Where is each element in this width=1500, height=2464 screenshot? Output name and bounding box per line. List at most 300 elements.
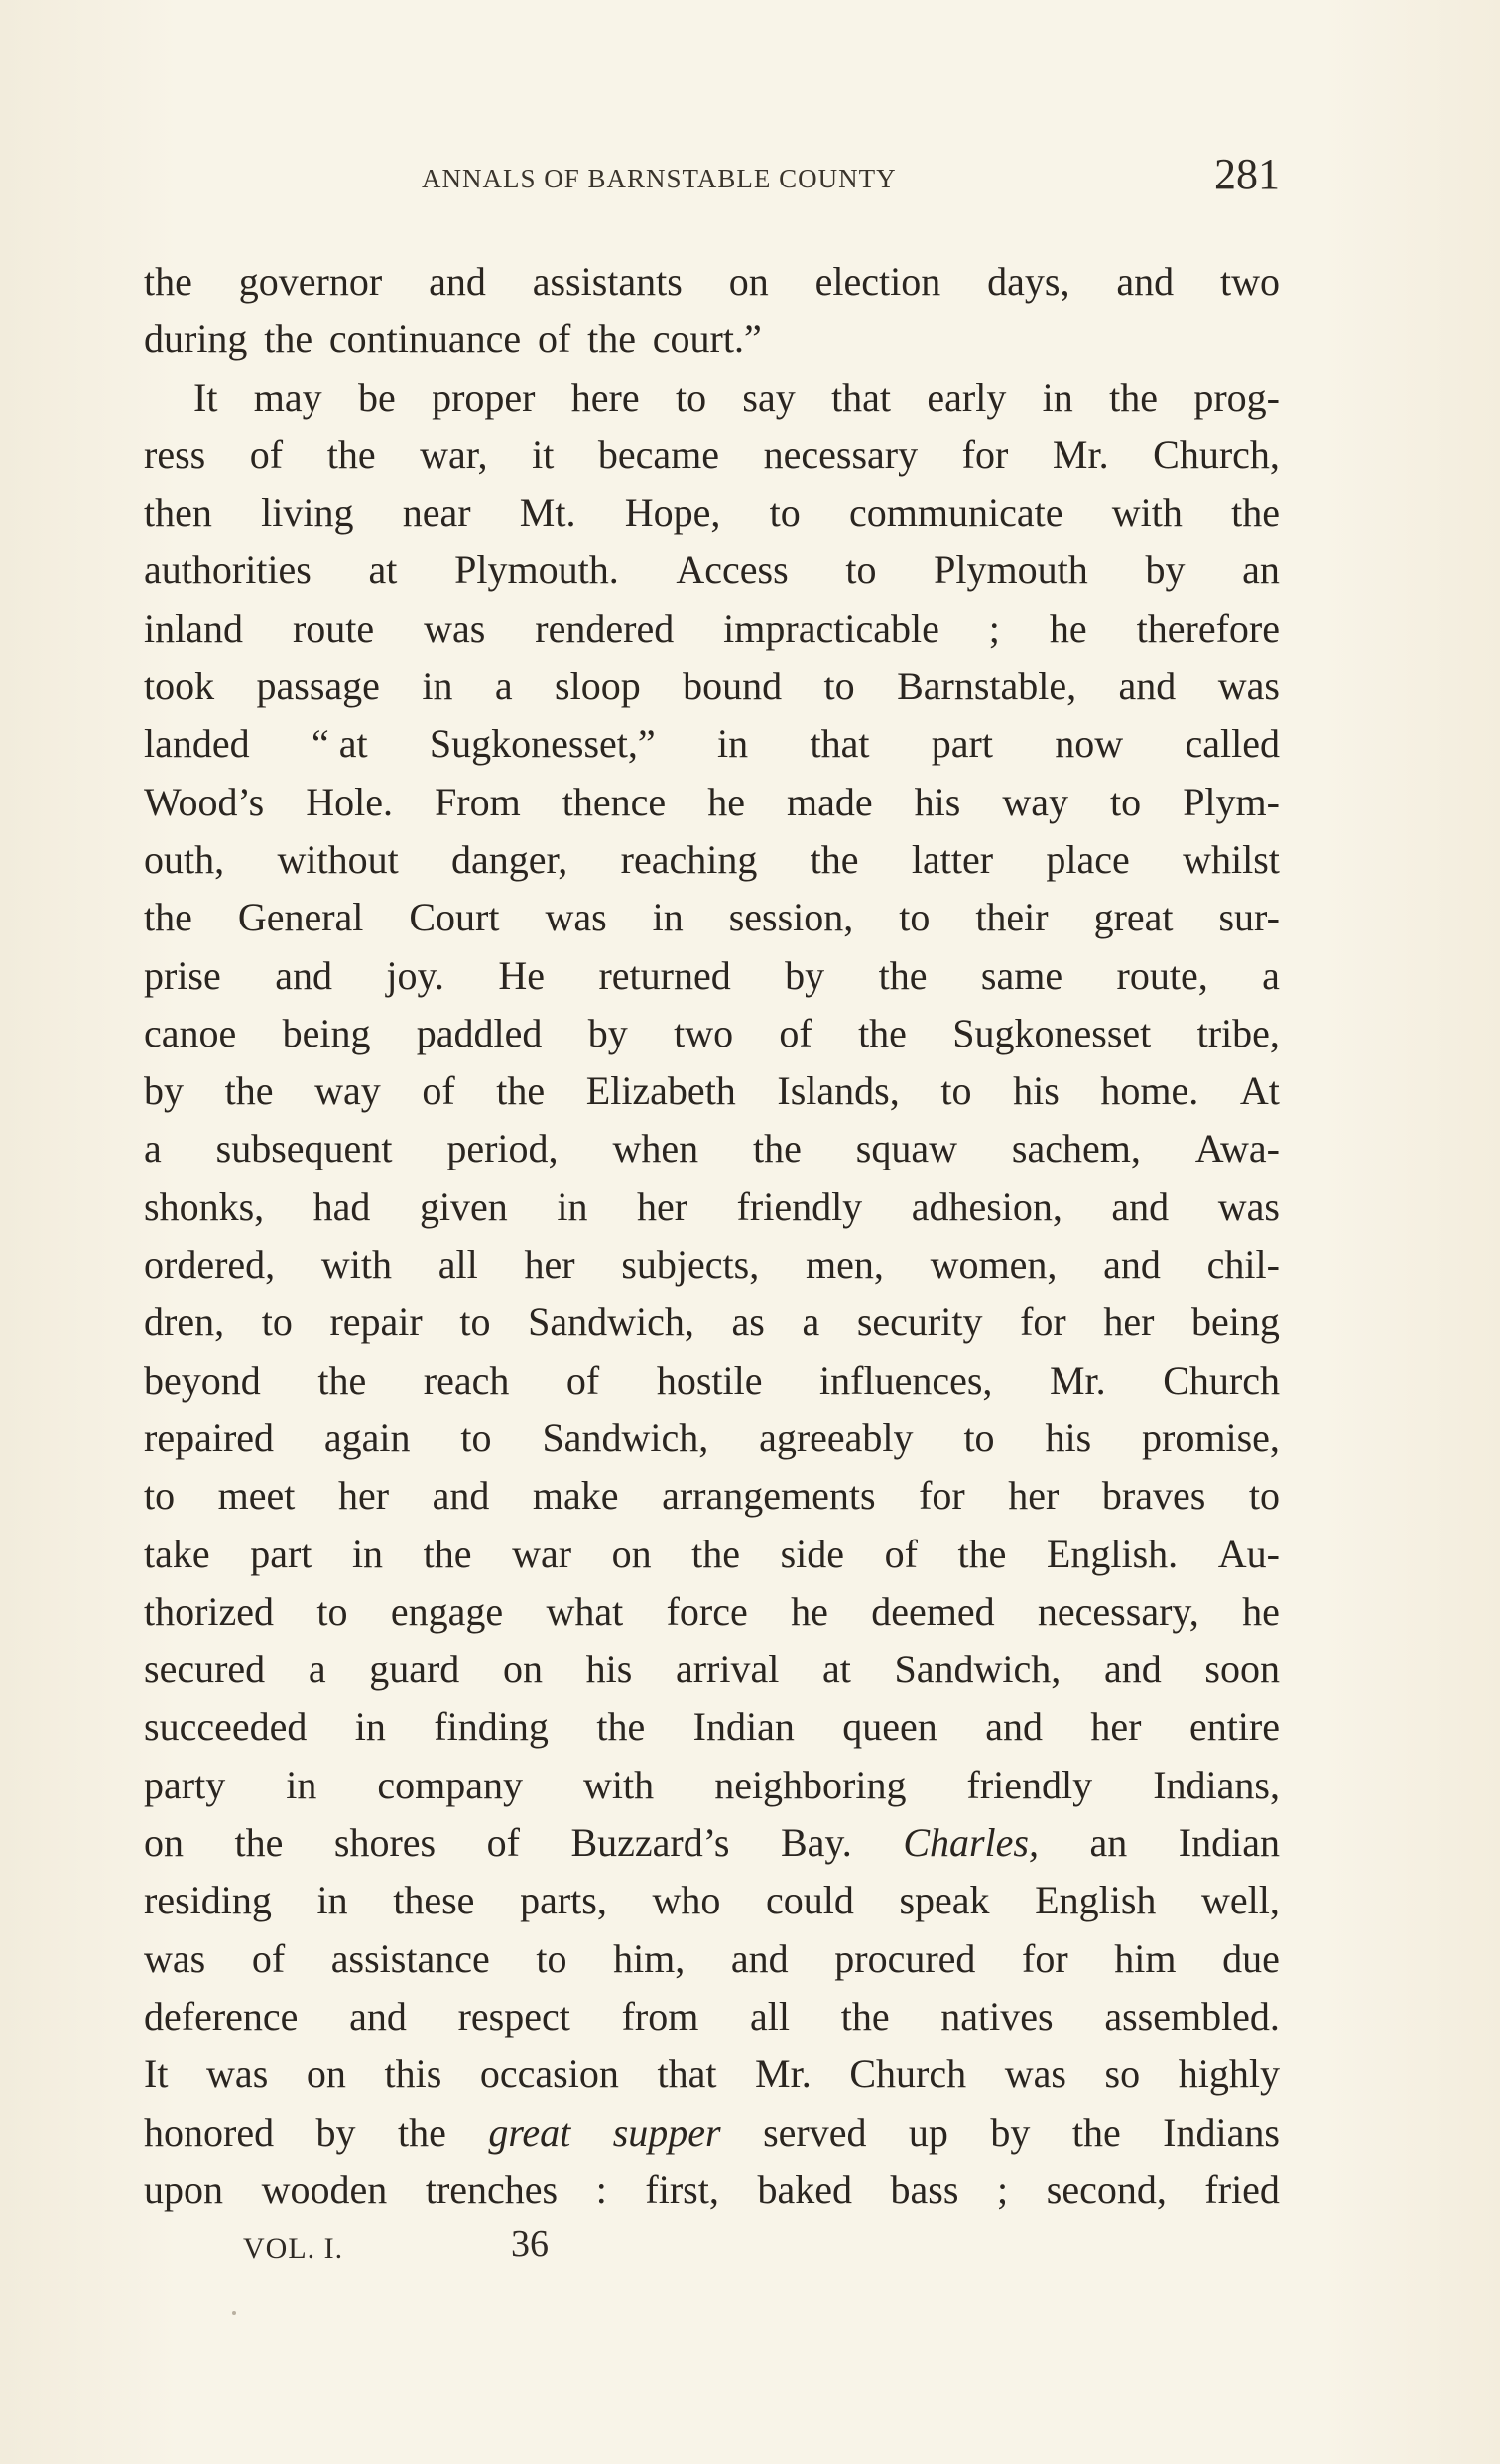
text-word: Plymouth — [934, 548, 1088, 593]
text-word: made — [786, 779, 873, 824]
text-word: arrangements — [662, 1473, 876, 1519]
text-word: thorized — [144, 1588, 275, 1634]
text-word: finding — [434, 1704, 549, 1750]
text-word: was — [545, 895, 607, 940]
text-line — [144, 1236, 1280, 1294]
text-word: the — [810, 836, 859, 882]
text-word: men, — [805, 1242, 884, 1288]
text-word: Awa- — [1194, 1126, 1280, 1171]
text-line — [144, 1005, 1280, 1062]
text-word: period, — [446, 1126, 559, 1171]
text-word: for — [919, 1473, 965, 1519]
text-word: the — [144, 895, 192, 940]
text-word: to — [940, 1068, 972, 1114]
text-word: these — [393, 1878, 475, 1923]
text-word: to — [675, 374, 707, 420]
volume-label: VOL. I. — [243, 2232, 344, 2265]
text-word: therefore — [1136, 605, 1280, 651]
text-word: Indians — [1163, 2109, 1280, 2155]
text-line — [144, 1120, 1280, 1177]
text-word: for — [961, 431, 1009, 477]
text-word: procured — [834, 1935, 976, 1981]
page-footer — [243, 2222, 838, 2281]
text-word: necessary — [763, 431, 919, 477]
text-word: in — [422, 664, 453, 709]
text-word: the — [496, 1068, 546, 1114]
text-word: prog- — [1193, 374, 1280, 420]
text-word: and — [1103, 1647, 1162, 1692]
text-line — [144, 369, 1280, 427]
text-word: English — [1035, 1878, 1157, 1923]
text-word: Mt. — [519, 490, 576, 536]
text-word: an — [1242, 548, 1280, 593]
page-number: 281 — [1214, 150, 1280, 198]
text-word: and — [349, 1993, 407, 2038]
text-word: tribe, — [1196, 1010, 1280, 1055]
text-word: her — [1090, 1704, 1142, 1750]
text-word: with — [583, 1762, 655, 1807]
text-line — [144, 1930, 1280, 1988]
text-word: Mr. — [1049, 1357, 1106, 1403]
text-line — [144, 2161, 1280, 2219]
text-word: the — [691, 1531, 741, 1576]
text-word: ordered, — [144, 1242, 276, 1288]
text-word: joy. — [386, 952, 444, 998]
text-word: great — [1093, 895, 1174, 940]
text-line — [144, 1062, 1280, 1120]
text-line — [144, 1178, 1280, 1236]
text-word: route — [292, 605, 375, 651]
text-word: Indians, — [1153, 1762, 1280, 1807]
text-word: Court — [409, 895, 500, 940]
text-word: to — [845, 548, 877, 593]
text-word: her — [524, 1242, 575, 1288]
text-word: At — [1239, 1068, 1280, 1114]
text-word: subsequent — [215, 1126, 393, 1171]
text-word: inland — [144, 605, 243, 651]
text-word: Mr. — [1052, 431, 1109, 477]
text-word: the — [596, 1704, 646, 1750]
text-word: danger, — [451, 836, 568, 882]
text-word: in — [1042, 374, 1073, 420]
text-word: influences, — [819, 1357, 993, 1403]
text-line — [144, 310, 1280, 368]
text-word: canoe — [144, 1010, 237, 1055]
text-word: a — [1262, 952, 1280, 998]
text-word: chil- — [1206, 1242, 1280, 1288]
text-word: a — [308, 1647, 326, 1692]
text-word: had — [312, 1183, 371, 1229]
text-word: may — [253, 374, 322, 420]
text-word: repaired — [144, 1415, 275, 1460]
text-word: her — [1008, 1473, 1060, 1519]
text-word: with — [320, 1242, 393, 1288]
text-line — [144, 1410, 1280, 1467]
text-word: well, — [1201, 1878, 1280, 1923]
text-word: landed — [144, 721, 250, 767]
text-word: the — [1231, 490, 1280, 536]
text-word: authorities — [144, 548, 312, 593]
text-word: side — [780, 1531, 845, 1576]
text-word: to — [1110, 779, 1142, 824]
text-word: by — [587, 1010, 628, 1055]
text-word: make — [532, 1473, 619, 1519]
text-word: session, — [728, 895, 854, 940]
text-word: natives — [940, 1993, 1054, 2038]
text-line — [144, 1641, 1280, 1698]
text-word: arrival — [675, 1647, 780, 1692]
text-word: rendered — [535, 605, 675, 651]
text-line — [144, 1988, 1280, 2045]
text-word: friendly — [966, 1762, 1093, 1807]
text-word: agreeably — [759, 1415, 914, 1460]
text-word: Au- — [1217, 1531, 1280, 1576]
text-word: all — [750, 1993, 791, 2038]
text-word: ress — [144, 431, 206, 477]
text-word: on — [611, 1531, 652, 1576]
text-word: route, — [1116, 952, 1208, 998]
text-word: in — [652, 895, 684, 940]
text-word: on — [502, 1647, 543, 1692]
text-word: an — [1089, 1820, 1128, 1866]
text-word: It — [144, 2051, 169, 2097]
text-word: Sugkonesset — [952, 1010, 1152, 1055]
text-word: of — [486, 1820, 520, 1866]
text-word: shonks, — [144, 1183, 265, 1229]
text-word: the — [326, 431, 376, 477]
text-word: first, — [645, 2166, 719, 2212]
text-word: deference — [144, 1993, 299, 2038]
text-word: secured — [144, 1647, 266, 1692]
text-word: take — [144, 1531, 210, 1576]
text-word: days, — [987, 259, 1070, 304]
text-word: and — [1116, 259, 1175, 304]
text-word: part — [250, 1531, 312, 1576]
text-word: Mr. — [755, 2051, 812, 2097]
text-word: could — [765, 1878, 854, 1923]
text-word: of — [565, 1357, 600, 1403]
text-word: this — [384, 2051, 442, 2097]
text-line — [144, 947, 1280, 1005]
body-text — [144, 253, 1280, 2219]
text-word: and — [432, 1473, 490, 1519]
text-word: then — [144, 490, 212, 536]
text-word: subjects, — [621, 1242, 760, 1288]
text-word: reaching — [620, 836, 758, 882]
text-word: he — [707, 779, 745, 824]
text-word: election — [814, 259, 941, 304]
text-word: his — [1045, 1415, 1092, 1460]
text-word: It — [193, 374, 218, 420]
text-word: to — [963, 1415, 995, 1460]
text-line — [144, 658, 1280, 715]
text-word: to — [1248, 1473, 1280, 1519]
text-word: Sugkonesset,” — [429, 721, 656, 767]
text-word: way — [1002, 779, 1068, 824]
text-word: so — [1104, 2051, 1141, 2097]
text-word: a — [494, 664, 513, 709]
text-word: in — [351, 1531, 384, 1576]
text-word: who — [652, 1878, 721, 1923]
text-word: thence — [562, 779, 667, 824]
text-word: in — [316, 1878, 348, 1923]
text-word: him, — [613, 1935, 686, 1981]
text-word: security — [856, 1299, 983, 1345]
text-word: parts, — [520, 1878, 607, 1923]
text-word: prise — [144, 952, 221, 998]
text-word: he — [1242, 1588, 1280, 1634]
text-line — [144, 715, 1280, 773]
text-word: whilst — [1183, 836, 1280, 882]
text-line — [144, 484, 1280, 542]
text-word: by — [315, 2109, 356, 2155]
text-word: hostile — [656, 1357, 763, 1403]
text-word: outh, — [144, 836, 225, 882]
text-word: given — [419, 1183, 508, 1229]
text-line — [144, 253, 1280, 310]
text-word: part — [931, 721, 993, 767]
text-word: again — [323, 1415, 411, 1460]
text-word: a — [144, 1126, 162, 1171]
text-line — [144, 1294, 1280, 1351]
text-word: being — [1191, 1299, 1280, 1345]
text-word: war, — [420, 431, 488, 477]
text-word: their — [975, 895, 1049, 940]
text-word: squaw — [855, 1126, 957, 1171]
text-word: was — [144, 1935, 206, 1981]
text-word: on — [306, 2051, 346, 2097]
text-word: he — [791, 1588, 828, 1634]
text-word: near — [402, 490, 471, 536]
text-word: the — [858, 1010, 907, 1055]
text-word: became — [597, 431, 720, 477]
text-word: in — [354, 1704, 386, 1750]
text-word: by — [1145, 548, 1186, 593]
text-word: promise, — [1142, 1415, 1280, 1460]
text-word: and — [1103, 1242, 1161, 1288]
text-word: shores — [333, 1820, 437, 1866]
text-word: it — [532, 431, 555, 477]
text-word: baked — [757, 2166, 852, 2212]
text-word: what — [546, 1588, 624, 1634]
text-word: and — [1111, 1183, 1170, 1229]
text-word: braves — [1101, 1473, 1206, 1519]
text-word: by — [990, 2109, 1031, 2155]
text-word: when — [612, 1126, 699, 1171]
text-word: the — [957, 1531, 1007, 1576]
text-word: place — [1046, 836, 1130, 882]
text-word: here — [570, 374, 640, 420]
text-word: that — [657, 2051, 717, 2097]
text-word: the — [144, 259, 192, 304]
text-word: the — [1109, 374, 1158, 420]
text-word: assembled. — [1104, 1993, 1280, 2038]
text-line — [144, 1467, 1280, 1525]
text-word: communicate — [849, 490, 1063, 536]
text-word: Church — [1163, 1357, 1280, 1403]
text-word: at — [822, 1647, 851, 1692]
text-word: Indian — [1178, 1820, 1280, 1866]
signature-mark: 36 — [511, 2223, 549, 2265]
text-word: Sandwich, — [528, 1299, 694, 1345]
text-word: to — [536, 1935, 567, 1981]
text-word: Charles, — [903, 1820, 1039, 1866]
text-word: soon — [1204, 1647, 1280, 1692]
text-word: was — [1004, 2051, 1066, 2097]
text-word: same — [980, 952, 1063, 998]
text-word: and — [275, 952, 332, 998]
text-word: in — [557, 1183, 588, 1229]
text-word: beyond — [144, 1357, 261, 1403]
text-word: succeeded — [144, 1704, 308, 1750]
text-word: to — [769, 490, 801, 536]
text-word: ; — [988, 605, 1000, 651]
text-line — [144, 831, 1280, 889]
text-word: that — [831, 374, 892, 420]
text-word: He — [498, 952, 545, 998]
text-word: women, — [930, 1242, 1058, 1288]
text-word: Hole. — [306, 779, 394, 824]
text-word: engage — [390, 1588, 504, 1634]
text-word: during — [144, 316, 248, 362]
text-word: Plym- — [1183, 779, 1280, 824]
text-word: the — [1071, 2109, 1121, 2155]
text-word: and — [429, 259, 486, 304]
text-word: governor — [238, 259, 383, 304]
text-word: proper — [432, 374, 536, 420]
text-line — [144, 542, 1280, 599]
text-word: all — [438, 1242, 478, 1288]
text-word: for — [1020, 1299, 1066, 1345]
text-word: paddled — [416, 1010, 543, 1055]
text-word: Plymouth. — [454, 548, 619, 593]
text-word: latter — [911, 836, 994, 882]
text-word: him — [1114, 1935, 1177, 1981]
text-word: called — [1185, 721, 1280, 767]
text-word: way — [314, 1068, 381, 1114]
text-word: company — [377, 1762, 523, 1807]
text-word: to — [316, 1588, 348, 1634]
text-word: her — [337, 1473, 390, 1519]
text-word: on — [728, 259, 769, 304]
text-word: of — [884, 1531, 918, 1576]
text-word: to — [460, 1415, 492, 1460]
text-word: from — [621, 1993, 699, 2038]
text-word: in — [286, 1762, 317, 1807]
text-word: From — [435, 779, 521, 824]
text-word: residing — [144, 1878, 272, 1923]
text-word: of — [249, 431, 284, 477]
text-word: sachem, — [1011, 1126, 1141, 1171]
text-word: and — [730, 1935, 789, 1981]
text-word: assistants — [532, 259, 683, 304]
text-word: Access — [676, 548, 789, 593]
text-word: be — [357, 374, 396, 420]
text-word: by — [144, 1068, 184, 1114]
text-word: his — [585, 1647, 633, 1692]
text-line — [144, 1757, 1280, 1814]
text-word: her — [1103, 1299, 1155, 1345]
text-word: due — [1222, 1935, 1280, 1981]
text-word: his — [914, 779, 961, 824]
text-word: the — [840, 1993, 890, 2038]
text-word: English. — [1046, 1531, 1179, 1576]
text-word: up — [908, 2109, 948, 2155]
text-word: with — [1111, 490, 1183, 536]
text-word: the — [317, 1357, 367, 1403]
text-word: was — [1217, 1183, 1280, 1229]
text-word: to — [261, 1299, 293, 1345]
text-word: entire — [1188, 1704, 1280, 1750]
text-word: was — [206, 2051, 269, 2097]
text-line — [144, 1814, 1280, 1872]
text-word: sur- — [1218, 895, 1280, 940]
text-word: ; — [997, 2166, 1009, 2212]
text-word: in — [717, 721, 749, 767]
text-word: was — [1217, 664, 1280, 709]
text-word: war — [512, 1531, 572, 1576]
text-word: home. — [1100, 1068, 1199, 1114]
text-word: meet — [217, 1473, 296, 1519]
text-word: her — [636, 1183, 688, 1229]
text-word: Church, — [1153, 431, 1280, 477]
text-word: adhesion, — [911, 1183, 1062, 1229]
text-word: Islands, — [777, 1068, 900, 1114]
text-word: the — [878, 952, 928, 998]
text-word: Wood’s — [144, 779, 265, 824]
text-word: the — [224, 1068, 274, 1114]
text-word: of — [779, 1010, 812, 1055]
text-line — [144, 1872, 1280, 1929]
text-word: great — [488, 2109, 571, 2155]
text-word: he — [1049, 605, 1087, 651]
text-word: upon — [144, 2166, 223, 2212]
page-header — [144, 149, 1280, 208]
text-word: passage — [256, 664, 380, 709]
text-word: returned — [598, 952, 731, 998]
text-word: early — [927, 374, 1007, 420]
text-word: Hope, — [624, 490, 721, 536]
text-word: occasion — [479, 2051, 619, 2097]
text-word: the — [397, 2109, 446, 2155]
text-word: to — [899, 895, 931, 940]
text-word: was — [424, 605, 486, 651]
text-line — [144, 1526, 1280, 1583]
text-word: living — [261, 490, 354, 536]
text-word: second, — [1046, 2166, 1167, 2212]
text-word: Buzzard’s — [570, 1820, 730, 1866]
text-word: court.” — [652, 316, 762, 362]
text-word: repair — [329, 1299, 423, 1345]
text-word: sloop — [555, 664, 641, 709]
text-word: Barnstable, — [897, 664, 1077, 709]
text-line — [144, 2104, 1280, 2161]
text-word: guard — [369, 1647, 460, 1692]
text-word: reach — [423, 1357, 510, 1403]
text-word: deemed — [871, 1588, 995, 1634]
text-word: by — [785, 952, 825, 998]
text-word: : — [595, 2166, 607, 2212]
text-line — [144, 1698, 1280, 1756]
text-word: respect — [457, 1993, 570, 2038]
text-word: speak — [899, 1878, 990, 1923]
text-word: Bay. — [780, 1820, 852, 1866]
text-word: of — [422, 1068, 455, 1114]
text-word: served — [763, 2109, 867, 2155]
text-line — [144, 889, 1280, 946]
text-word: of — [537, 316, 571, 362]
text-word: “ at — [311, 721, 368, 767]
